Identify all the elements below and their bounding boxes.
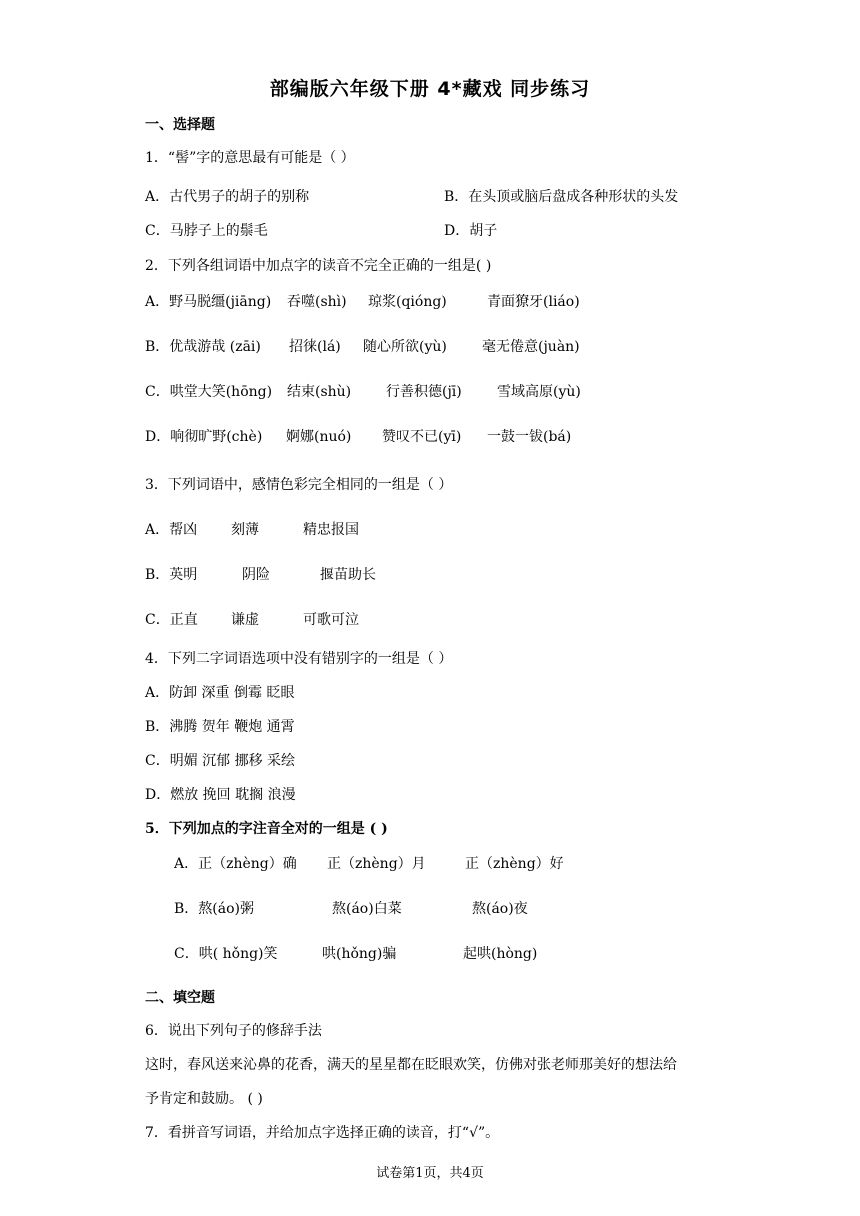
- question-3-option-b-2: 阴险: [242, 567, 270, 583]
- question-6-stem: 6．说出下列句子的修辞手法: [145, 1023, 322, 1039]
- question-3-option-a-1: A．帮凶: [145, 522, 198, 538]
- question-2-option-b-1: B．优哉游哉 (zāi): [145, 339, 261, 355]
- question-2-option-b-4: 毫无倦意(juàn): [482, 339, 580, 355]
- question-3-stem: 3．下列词语中，感情色彩完全相同的一组是（ ）: [145, 477, 453, 493]
- question-1-option-b: B．在头顶或脑后盘成各种形状的头发: [444, 189, 679, 205]
- question-6-sentence-line-1: 这时，春风送来沁鼻的花香，满天的星星都在眨眼欢笑，仿佛对张老师那美好的想法给: [145, 1057, 677, 1073]
- question-7-stem: 7．看拼音写词语，并给加点字选择正确的读音，打“√”。: [145, 1125, 500, 1141]
- question-5-option-b-1: B．熬(áo)粥: [174, 901, 254, 917]
- page-footer: 试卷第1页，共4页: [376, 1166, 484, 1181]
- question-2-option-d-4: 一鼓一钹(bá): [487, 429, 572, 445]
- section-heading-choice: 一、选择题: [145, 117, 215, 133]
- question-6-sentence-line-2: 予肯定和鼓励。 ( ): [145, 1091, 263, 1107]
- question-4-stem: 4．下列二字词语选项中没有错别字的一组是（ ）: [145, 651, 453, 667]
- question-2-option-a-2: 吞噬(shì): [287, 294, 347, 310]
- question-2-option-c-4: 雪域高原(yù): [497, 384, 581, 400]
- question-1-option-d: D．胡子: [444, 223, 498, 239]
- question-4-option-c: C．明媚 沉郁 挪移 采绘: [145, 753, 296, 769]
- question-1-option-a: A．古代男子的胡子的别称: [145, 189, 310, 205]
- question-4-option-d: D．燃放 挽回 耽搁 浪漫: [145, 787, 296, 803]
- question-1-option-c: C．马脖子上的鬃毛: [145, 223, 268, 239]
- question-5-option-c-3: 起哄(hòng): [463, 946, 538, 962]
- question-5-option-c-2: 哄(hǒng)骗: [322, 946, 397, 962]
- question-2-option-c-1: C．哄堂大笑(hōng): [145, 384, 273, 400]
- question-2-option-d-3: 赞叹不已(yī): [382, 429, 462, 445]
- question-3-option-c-2: 谦虚: [231, 612, 259, 628]
- question-1-stem: 1．“髻”字的意思最有可能是（ ）: [145, 150, 355, 166]
- question-3-option-c-1: C．正直: [145, 612, 198, 628]
- question-5-option-a-2: 正（zhèng）月: [327, 856, 426, 872]
- question-5-stem: 5．下列加点的字注音全对的一组是 ( ): [145, 821, 388, 837]
- question-3-option-a-3: 精忠报国: [303, 522, 359, 538]
- question-5-option-b-2: 熬(áo)白菜: [332, 901, 402, 917]
- question-2-option-b-2: 招徕(lá): [289, 339, 341, 355]
- question-2-option-b-3: 随心所欲(yù): [363, 339, 447, 355]
- page-title: 部编版六年级下册 4*藏戏 同步练习: [269, 78, 591, 100]
- question-2-option-c-3: 行善积德(jī): [386, 384, 462, 400]
- question-3-option-c-3: 可歌可泣: [303, 612, 359, 628]
- question-5-option-b-3: 熬(áo)夜: [472, 901, 528, 917]
- question-2-option-c-2: 结束(shù): [287, 384, 352, 400]
- question-2-option-d-2: 婀娜(nuó): [286, 429, 352, 445]
- question-4-option-a: A．防卸 深重 倒霉 眨眼: [145, 685, 295, 701]
- question-2-option-d-1: D．响彻旷野(chè): [145, 429, 263, 445]
- question-4-option-b: B．沸腾 贺年 鞭炮 通霄: [145, 719, 295, 735]
- question-2-stem: 2．下列各组词语中加点字的读音不完全正确的一组是( ): [145, 258, 492, 274]
- section-heading-fill: 二、填空题: [145, 990, 215, 1006]
- question-5-option-c-1: C．哄( hǒng)笑: [174, 946, 278, 962]
- question-2-option-a-3: 琼浆(qióng): [368, 294, 447, 310]
- question-2-option-a-1: A．野马脱缰(jiāng): [145, 294, 272, 310]
- question-3-option-b-3: 揠苗助长: [320, 567, 376, 583]
- question-5-option-a-3: 正（zhèng）好: [465, 856, 564, 872]
- question-3-option-a-2: 刻薄: [231, 522, 259, 538]
- question-5-option-a-1: A．正（zhèng）确: [174, 856, 297, 872]
- question-2-option-a-4: 青面獠牙(liáo): [487, 294, 580, 310]
- question-3-option-b-1: B．英明: [145, 567, 198, 583]
